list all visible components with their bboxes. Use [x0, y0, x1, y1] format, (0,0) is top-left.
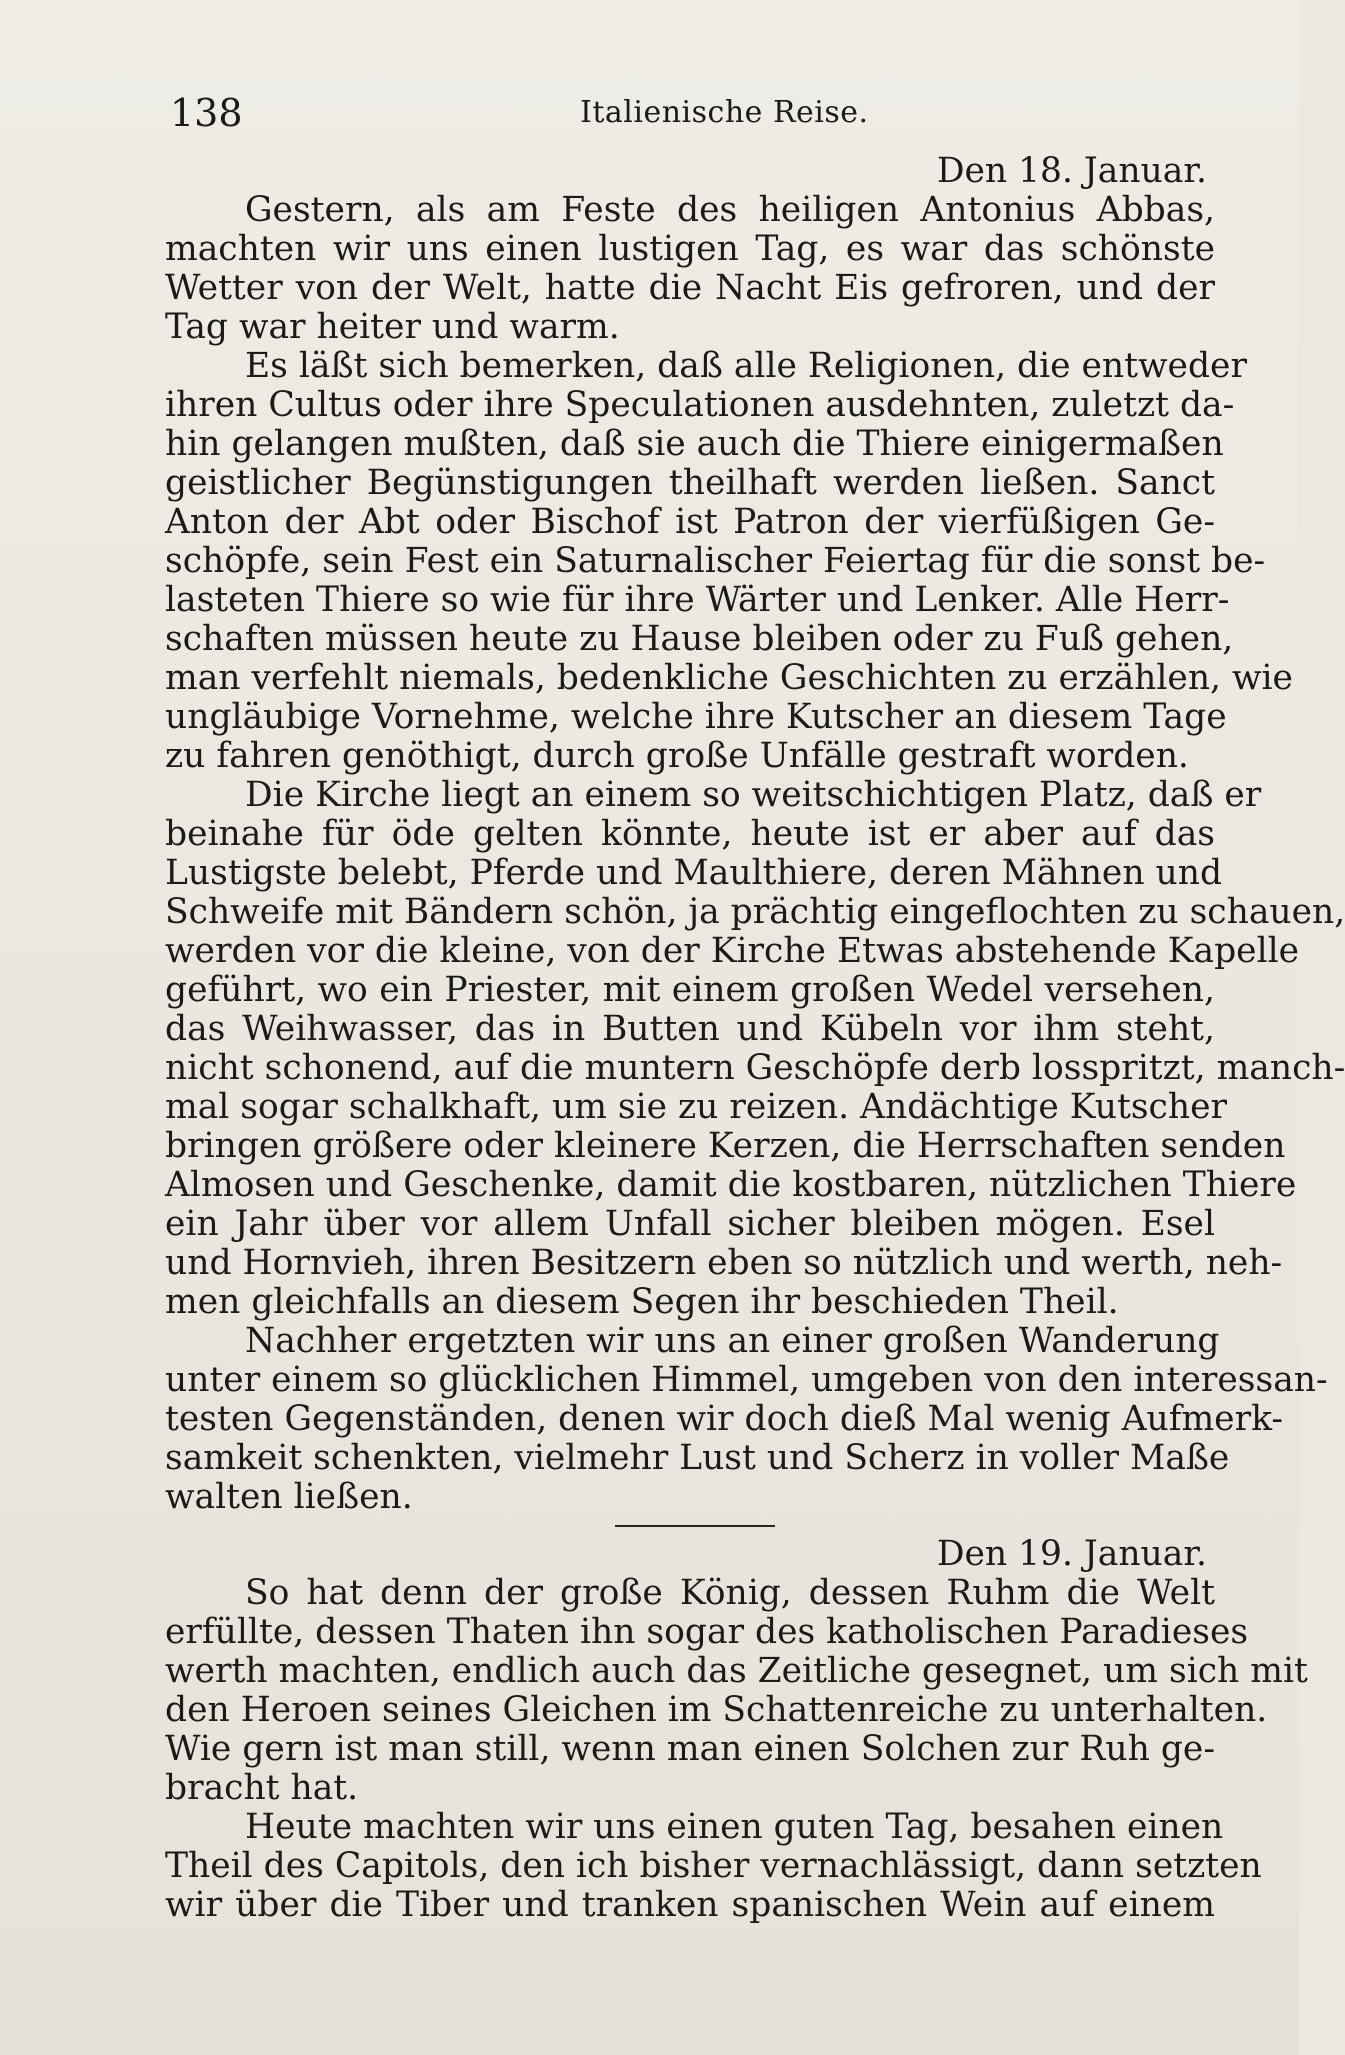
text-line: machten wir uns einen lustigen Tag, es war das schönste: [165, 229, 1215, 269]
text-line: men gleichfalls an diesem Segen ihr beschieden Theil.: [165, 1282, 1119, 1322]
page-number: 138: [170, 91, 243, 135]
text-line: und Hornvieh, ihren Besitzern eben so nützlich und werth, neh-: [165, 1243, 1283, 1283]
text-line: das Weihwasser, das in Butten und Kübeln vor ihm steht,: [165, 1009, 1215, 1049]
text-line: geführt, wo ein Priester, mit einem großen Wedel versehen,: [165, 970, 1215, 1010]
text-line: testen Gegenständen, denen wir doch dieß Mal wenig Aufmerk-: [165, 1399, 1284, 1439]
text-line: werth machten, endlich auch das Zeitliche gesegnet, um sich mit: [165, 1651, 1308, 1691]
paragraph: [165, 775, 1345, 1322]
text-line: Nachher ergetzten wir uns an einer großen Wanderung: [245, 1321, 1220, 1361]
text-line: Gestern, als am Feste des heiligen Antonius Abbas,: [245, 190, 1215, 230]
text-line: geistlicher Begünstigungen theilhaft werden ließen. Sanct: [165, 463, 1215, 503]
text-line: Almosen und Geschenke, damit die kostbaren, nützlichen Thiere: [165, 1165, 1297, 1205]
paragraph: [165, 191, 1215, 347]
text-line: lasteten Thiere so wie für ihre Wärter und Lenker. Alle Herr-: [165, 580, 1230, 620]
section-divider: [165, 1517, 1215, 1535]
text-line: ungläubige Vornehme, welche ihre Kutscher an diesem Tage: [165, 697, 1227, 737]
divider-rule: [615, 1525, 775, 1527]
text-line: werden vor die kleine, von der Kirche Etwas abstehende Kapelle: [165, 931, 1300, 971]
text-line: Lustigste belebt, Pferde und Maulthiere, deren Mähnen und: [165, 853, 1223, 893]
text-line: wir über die Tiber und tranken spanischen Wein auf einem: [165, 1885, 1215, 1925]
text-line: bracht hat.: [165, 1768, 359, 1808]
text-line: Es läßt sich bemerken, daß alle Religionen, die entweder: [245, 346, 1247, 386]
text-line: Die Kirche liegt an einem so weitschichtigen Platz, daß er: [245, 775, 1262, 815]
paragraph: [165, 1807, 1262, 1925]
paragraph: [165, 1573, 1308, 1808]
text-line: beinahe für öde gelten könnte, heute ist er aber auf das: [165, 814, 1215, 854]
text-line: Heute machten wir uns einen guten Tag, besahen einen: [245, 1807, 1224, 1847]
page-header: [170, 88, 1220, 138]
text-line: Wie gern ist man still, wenn man einen Solchen zur Ruh ge-: [165, 1729, 1215, 1769]
text-line: ihren Cultus oder ihre Speculationen ausdehnten, zuletzt da-: [165, 385, 1235, 425]
text-line: Theil des Capitols, den ich bisher vernachlässigt, dann setzten: [165, 1846, 1262, 1886]
text-line: nicht schonend, auf die muntern Geschöpfe derb losspritzt, manch-: [165, 1048, 1345, 1088]
text-line: Wetter von der Welt, hatte die Nacht Eis gefroren, und der: [165, 268, 1215, 308]
text-line: walten ließen.: [165, 1477, 413, 1517]
entry-date: Den 19. Januar.: [936, 1534, 1207, 1574]
text-line: man verfehlt niemals, bedenkliche Geschichten zu erzählen, wie: [165, 658, 1293, 698]
text-line: Tag war heiter und warm.: [165, 307, 620, 347]
entry-date: Den 18. Januar.: [936, 151, 1207, 191]
paragraph: [165, 1321, 1328, 1517]
text-line: erfüllte, dessen Thaten ihn sogar des katholischen Paradieses: [165, 1612, 1249, 1652]
running-title: Italienische Reise.: [580, 95, 869, 130]
text-line: ein Jahr über vor allem Unfall sicher bleiben mögen. Esel: [165, 1204, 1215, 1244]
text-line: samkeit schenkten, vielmehr Lust und Scherz in voller Maße: [165, 1438, 1230, 1478]
text-line: mal sogar schalkhaft, um sie zu reizen. Andächtige Kutscher: [165, 1087, 1228, 1127]
text-line: unter einem so glücklichen Himmel, umgeben von den interessan-: [165, 1360, 1328, 1400]
text-line: Schweife mit Bändern schön, ja prächtig eingeflochten zu schauen,: [165, 892, 1345, 932]
paragraph: [165, 346, 1293, 776]
text-line: schaften müssen heute zu Hause bleiben oder zu Fuß gehen,: [165, 619, 1234, 659]
text-line: schöpfe, sein Fest ein Saturnalischer Feiertag für die sonst be-: [165, 541, 1266, 581]
text-line: So hat denn der große König, dessen Ruhm die Welt: [245, 1573, 1215, 1613]
text-line: den Heroen seines Gleichen im Schattenreiche zu unterhalten.: [165, 1690, 1268, 1730]
body-text: [165, 151, 1345, 1925]
text-line: hin gelangen mußten, daß sie auch die Thiere einigermaßen: [165, 424, 1224, 464]
text-line: bringen größere oder kleinere Kerzen, die Herrschaften senden: [165, 1126, 1286, 1166]
text-line: Anton der Abt oder Bischof ist Patron der vierfüßigen Ge-: [165, 502, 1215, 542]
text-line: zu fahren genöthigt, durch große Unfälle gestraft worden.: [165, 736, 1189, 776]
